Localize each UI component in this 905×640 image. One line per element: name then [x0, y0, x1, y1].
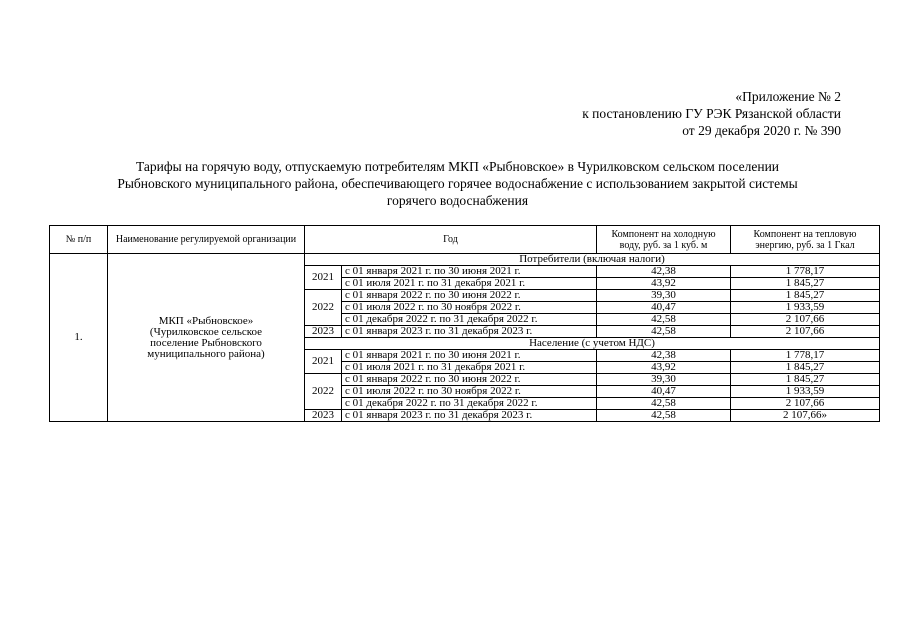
- organization-line: поселение Рыбновского: [150, 336, 262, 349]
- cold-water-value: 42,38: [597, 350, 731, 362]
- heat-energy-value: 1 933,59: [731, 302, 880, 314]
- cold-water-value: 40,47: [597, 386, 731, 398]
- period-cell: с 01 декабря 2022 г. по 31 декабря 2022 г.: [342, 314, 597, 326]
- heat-energy-value: 1 845,27: [731, 374, 880, 386]
- organization-name: [108, 254, 305, 422]
- header-org: Наименование регулируемой организации: [108, 226, 305, 254]
- year-cell: 2022: [305, 374, 342, 410]
- row-number: 1.: [50, 254, 108, 422]
- cold-water-value: 42,58: [597, 410, 731, 422]
- cold-water-value: 42,58: [597, 398, 731, 410]
- header-heat: Компонент на тепловую энергию, руб. за 1 Гкал: [731, 226, 880, 254]
- period-cell: с 01 июля 2022 г. по 30 ноября 2022 г.: [342, 386, 597, 398]
- cold-water-value: 40,47: [597, 302, 731, 314]
- table-header-row: [50, 226, 880, 254]
- heat-energy-value: 2 107,66: [731, 326, 880, 338]
- table-body: [50, 254, 880, 422]
- year-cell: 2023: [305, 410, 342, 422]
- period-cell: с 01 января 2022 г. по 30 июня 2022 г.: [342, 374, 597, 386]
- title-line: горячего водоснабжения: [386, 193, 529, 208]
- appendix-line: от 29 декабря 2020 г. № 390: [682, 123, 841, 138]
- cold-water-value: 43,92: [597, 278, 731, 290]
- period-cell: с 01 июля 2021 г. по 31 декабря 2021 г.: [342, 278, 597, 290]
- cold-water-value: 39,30: [597, 374, 731, 386]
- cold-water-value: 43,92: [597, 362, 731, 374]
- heat-energy-value: 2 107,66»: [731, 410, 880, 422]
- heat-energy-value: 1 778,17: [731, 266, 880, 278]
- period-cell: с 01 января 2023 г. по 31 декабря 2023 г.: [342, 326, 597, 338]
- heat-energy-value: 2 107,66: [731, 398, 880, 410]
- title-line: Тарифы на горячую воду, отпускаемую потребителям МКП «Рыбновское» в Чурилковском сельском поселении: [135, 159, 780, 174]
- heat-energy-value: 1 845,27: [731, 362, 880, 374]
- heat-energy-value: 1 845,27: [731, 290, 880, 302]
- section-title: Население (с учетом НДС): [305, 338, 880, 350]
- header-num: № п/п: [50, 226, 108, 254]
- period-cell: с 01 января 2022 г. по 30 июня 2022 г.: [342, 290, 597, 302]
- appendix-line: «Приложение № 2: [735, 89, 841, 104]
- organization-line: (Чурилковское сельское: [149, 325, 263, 338]
- year-cell: 2021: [305, 350, 342, 374]
- organization-line: муниципального района): [147, 347, 265, 360]
- document-title: [40, 158, 875, 209]
- cold-water-value: 39,30: [597, 290, 731, 302]
- section-title: Потребители (включая налоги): [305, 254, 880, 266]
- organization-line: МКП «Рыбновское»: [158, 314, 254, 327]
- period-cell: с 01 июля 2021 г. по 31 декабря 2021 г.: [342, 362, 597, 374]
- header-cold: Компонент на холодную воду, руб. за 1 куб. м: [597, 226, 731, 254]
- period-cell: с 01 декабря 2022 г. по 31 декабря 2022 г.: [342, 398, 597, 410]
- year-cell: 2022: [305, 290, 342, 326]
- period-cell: с 01 января 2021 г. по 30 июня 2021 г.: [342, 350, 597, 362]
- appendix-header: [582, 88, 841, 139]
- period-cell: с 01 января 2021 г. по 30 июня 2021 г.: [342, 266, 597, 278]
- year-cell: 2021: [305, 266, 342, 290]
- cold-water-value: 42,38: [597, 266, 731, 278]
- tariffs-table: [49, 225, 880, 422]
- header-year: Год: [305, 226, 597, 254]
- cold-water-value: 42,58: [597, 326, 731, 338]
- section-row: [50, 254, 880, 266]
- title-line: Рыбновского муниципального района, обеспечивающего горячее водоснабжение с использованием закрытой системы: [117, 176, 798, 191]
- year-cell: 2023: [305, 326, 342, 338]
- period-cell: с 01 января 2023 г. по 31 декабря 2023 г.: [342, 410, 597, 422]
- heat-energy-value: 1 845,27: [731, 278, 880, 290]
- heat-energy-value: 2 107,66: [731, 314, 880, 326]
- appendix-line: к постановлению ГУ РЭК Рязанской области: [582, 106, 841, 121]
- heat-energy-value: 1 933,59: [731, 386, 880, 398]
- heat-energy-value: 1 778,17: [731, 350, 880, 362]
- period-cell: с 01 июля 2022 г. по 30 ноября 2022 г.: [342, 302, 597, 314]
- cold-water-value: 42,58: [597, 314, 731, 326]
